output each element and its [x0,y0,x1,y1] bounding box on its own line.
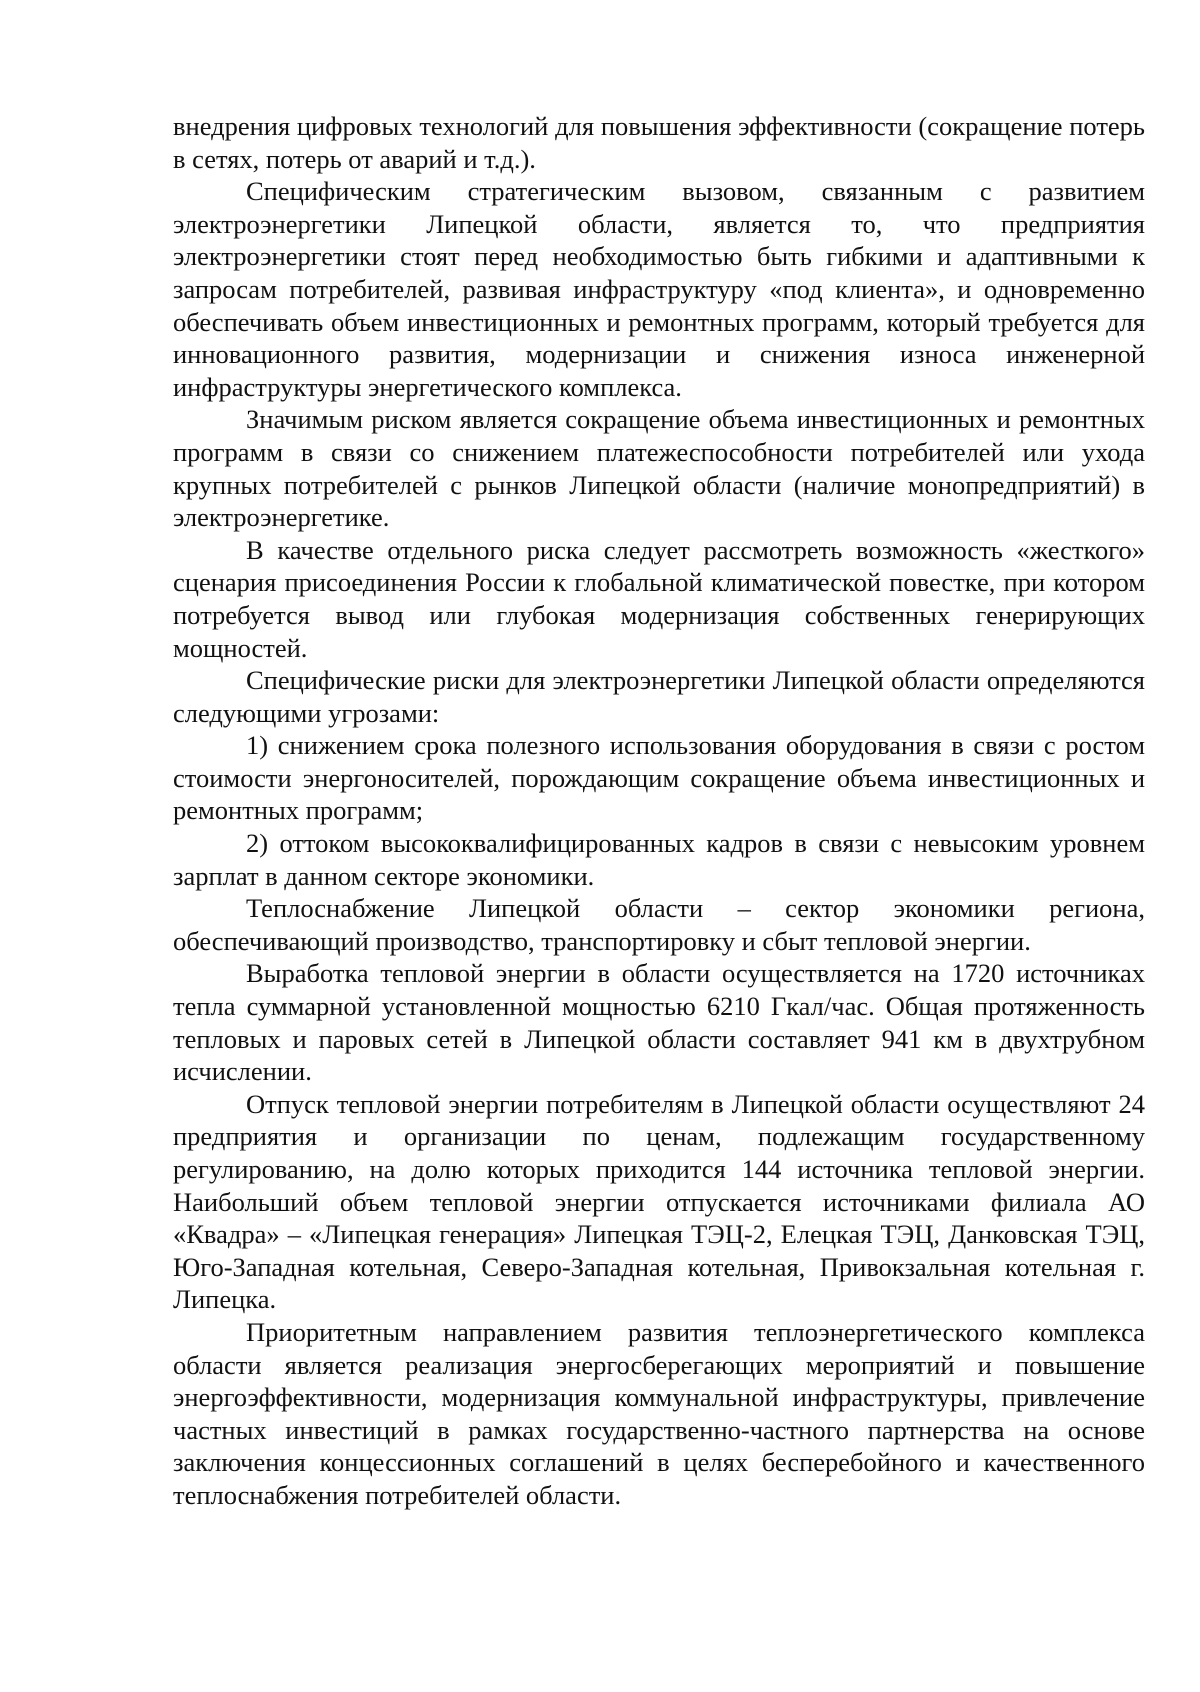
paragraph-specific-risks: Специфические риски для электроэнергетики Липецкой области определяются следующими угрозами: [173,665,1145,728]
paragraph-strategic-challenge: Специфическим стратегическим вызовом, связанным с развитием электроэнергетики Липецкой области, является то, что предприятия электроэнергетики стоят перед необходимостью быть гибкими и адаптивными к запросам потребителей, развивая инфраструктуру «под клиента», и одновременно обеспечивать объем инвестиционных и ремонтных программ, который требуется для инновационного развития, модернизации и снижения износа инженерной инфраструктуры энергетического комплекса. [173,176,1145,402]
list-item-1: 1) снижением срока полезного использования оборудования в связи с ростом стоимости энергоносителей, порождающим сокращение объема инвестиционных и ремонтных программ; [173,730,1145,826]
paragraph-climate-risk: В качестве отдельного риска следует рассмотреть возможность «жесткого» сценария присоединения России к глобальной климатической повестке, при котором потребуется вывод или глубокая модернизация собственных генерирующих мощностей. [173,534,1145,663]
paragraph-heat-release: Отпуск тепловой энергии потребителям в Липецкой области осуществляют 24 предприятия и организации по ценам, подлежащим государственному регулированию, на долю которых приходится 144 источника тепловой энергии. Наибольший объем тепловой энергии отпускается источниками филиала АО «Квадра» – «Липецкая генерация» Липецкая ТЭЦ-2, Елецкая ТЭЦ, Данковская ТЭЦ, Юго-Западная котельная, Северо-Западная котельная, Привокзальная котельная г. Липецка. [173,1088,1145,1315]
list-item-2: 2) оттоком высококвалифицированных кадров в связи с невысоким уровнем зарплат в данном секторе экономики. [173,828,1145,891]
paragraph-continuation: внедрения цифровых технологий для повышения эффективности (сокращение потерь в сетях, потерь от аварий и т.д.). [173,111,1145,174]
paragraph-priority-direction: Приоритетным направлением развития теплоэнергетического комплекса области является реализация энергосберегающих мероприятий и повышение энергоэффективности, модернизация коммунальной инфраструктуры, привлечение частных инвестиций в рамках государственно-частного партнерства на основе заключения концессионных соглашений в целях бесперебойного и качественного теплоснабжения потребителей области. [173,1316,1145,1510]
paragraph-heat-production: Выработка тепловой энергии в области осуществляется на 1720 источниках тепла суммарной установленной мощностью 6210 Гкал/час. Общая протяженность тепловых и паровых сетей в Липецкой области составляет 941 км в двухтрубном исчислении. [173,958,1145,1087]
document-page [173,110,1145,1512]
paragraph-heat-supply: Теплоснабжение Липецкой области – сектор экономики региона, обеспечивающий производство, транспортировку и сбыт тепловой энергии. [173,893,1145,956]
paragraph-significant-risk: Значимым риском является сокращение объема инвестиционных и ремонтных программ в связи со снижением платежеспособности потребителей или ухода крупных потребителей с рынков Липецкой области (наличие монопредприятий) в электроэнергетике. [173,404,1145,533]
